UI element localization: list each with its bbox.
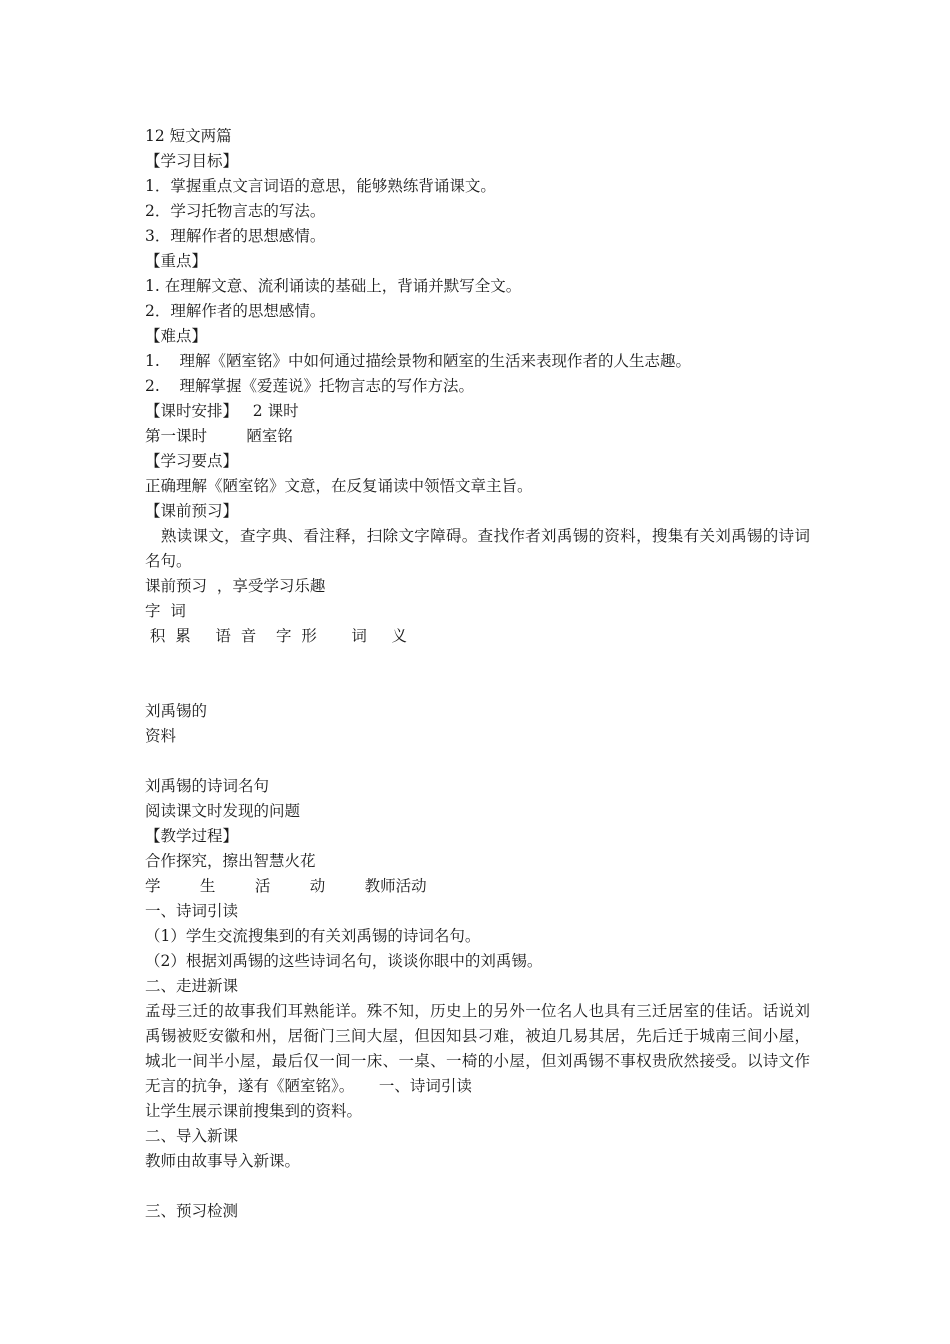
step-item-2: （2）根据刘禹锡的这些诗词名句，谈谈你眼中的刘禹锡。 [145,952,543,970]
difficulty-1: 1. 理解《陋室铭》中如何通过描绘景物和陋室的生活来表现作者的人生志趣。 [145,352,691,370]
story-paragraph: 孟母三迁的故事我们耳熟能详。殊不知，历史上的另外一位名人也具有三迁居室的佳话。话说刘禹锡被贬安徽和州，居衙门三间大屋，但因知县刁难，被迫几易其居，先后迁于城南三间小屋，城北一间半小屋，最后仅一间一床、一桌、一椅的小屋，但刘禹锡不事权贵欣然接受。以诗文作无言的抗争，遂有《陋室铭》。 一、诗词引读 [145,1002,810,1095]
goal-item-2: 2．学习托物言志的写法。 [145,202,326,220]
key-point-1: 1. 在理解文意、流利诵读的基础上，背诵并默写全文。 [145,277,522,295]
teacher-heading-intro: 二、导入新课 [145,1127,239,1145]
difficulty-2: 2. 理解掌握《爱莲说》托物言志的写作方法。 [145,377,474,395]
liu-info-label-line1: 刘禹锡的 [145,702,208,720]
step-item-1: （1）学生交流搜集到的有关刘禹锡的诗词名句。 [145,927,481,945]
step-heading-poem-intro: 一、诗词引读 [145,902,239,920]
section-heading-schedule: 【课时安排】 2 课时 [145,402,299,420]
activity-columns-header: 学 生 活 动 教师活动 [145,877,427,895]
liu-info-label-line2: 资料 [145,727,177,745]
section-heading-difficulties: 【难点】 [145,327,208,345]
study-point-text: 正确理解《陋室铭》文意，在反复诵读中领悟文章主旨。 [145,477,533,495]
section-heading-learning-goals: 【学习目标】 [145,152,239,170]
table-header-columns: 积 累 语 音 字 形 词 义 [145,627,407,645]
goal-item-1: 1．掌握重点文言词语的意思，能够熟练背诵课文。 [145,177,496,195]
section-heading-study-points: 【学习要点】 [145,452,239,470]
step-heading-new-lesson: 二、走进新课 [145,977,239,995]
table-header-vocab: 字 词 [145,602,186,620]
cooperative-inquiry-heading: 合作探究，擦出智慧火花 [145,852,316,870]
doc-title: 12 短文两篇 [145,127,232,145]
lesson-one-heading: 第一课时 陋室铭 [145,427,293,445]
preview-paragraph: 熟读课文，查字典、看注释，扫除文字障碍。查找作者刘禹锡的资料，搜集有关刘禹锡的诗词名句。 [145,527,810,570]
step-heading-preview-check: 三、预习检测 [145,1202,239,1220]
section-heading-preview: 【课前预习】 [145,502,239,520]
teacher-step-2: 教师由故事导入新课。 [145,1152,301,1170]
preview-table-title: 课前预习 ，享受学习乐趣 [145,577,326,595]
reading-questions-label: 阅读课文时发现的问题 [145,802,301,820]
key-point-2: 2．理解作者的思想感情。 [145,302,326,320]
poem-quotes-label: 刘禹锡的诗词名句 [145,777,270,795]
section-heading-key-points: 【重点】 [145,252,208,270]
teacher-step-1: 让学生展示课前搜集到的资料。 [145,1102,363,1120]
section-heading-teaching-process: 【教学过程】 [145,827,239,845]
goal-item-3: 3．理解作者的思想感情。 [145,227,326,245]
